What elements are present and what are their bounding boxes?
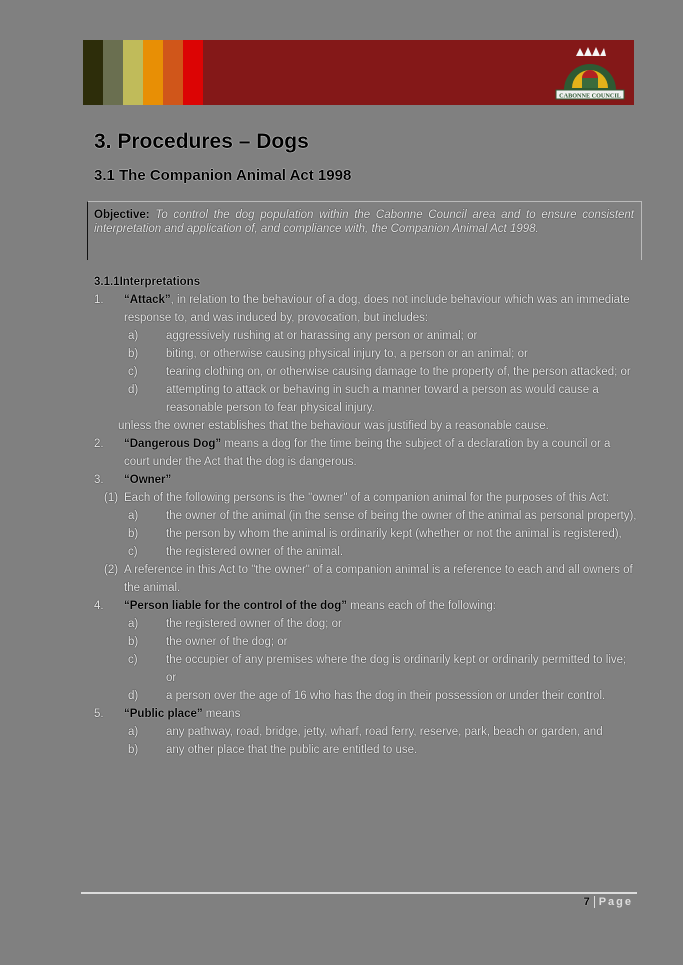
sub-marker: b) bbox=[128, 636, 139, 648]
sub-item bbox=[94, 543, 639, 561]
header-banner bbox=[83, 40, 634, 105]
definition-text: , in relation to the behaviour of a dog, does not include behaviour which was an immediate response to, and was induced by, provocation, but includes: bbox=[124, 294, 630, 324]
sub-text: the registered owner of the animal. bbox=[166, 546, 344, 558]
item-number: 1. bbox=[94, 294, 104, 306]
objective-label: Objective: bbox=[94, 209, 150, 221]
paragraph-text: A reference in this Act to "the owner" of a companion animal is a reference to each and all owners of the animal. bbox=[124, 564, 633, 594]
sub-item bbox=[94, 381, 639, 417]
sub-marker: d) bbox=[128, 384, 139, 396]
sub-text: the person by whom the animal is ordinarily kept (whether or not the animal is registered), bbox=[166, 528, 622, 540]
subsection-heading: 3.1.1Interpretations bbox=[94, 276, 201, 288]
sub-item bbox=[94, 651, 639, 687]
defined-term: “Attack” bbox=[124, 294, 171, 306]
sub-text: a person over the age of 16 who has the dog in their possession or under their control. bbox=[166, 690, 606, 702]
sub-text: aggressively rushing at or harassing any person or animal; or bbox=[166, 330, 478, 342]
defined-term: “Dangerous Dog” bbox=[124, 438, 222, 450]
defined-term: “Public place” bbox=[124, 708, 203, 720]
sub-text: tearing clothing on, or otherwise causing damage to the property of, the person attacked; or bbox=[166, 366, 631, 378]
sub-item bbox=[94, 741, 639, 759]
definition-item bbox=[94, 705, 639, 723]
definition-text: means each of the following: bbox=[346, 600, 496, 612]
color-swatch-4 bbox=[143, 40, 163, 105]
sub-marker: c) bbox=[128, 654, 138, 666]
page-number bbox=[584, 896, 633, 908]
section-heading: 3.1 The Companion Animal Act 1998 bbox=[94, 167, 352, 184]
sub-item bbox=[94, 633, 639, 651]
sub-marker: c) bbox=[128, 546, 138, 558]
page-number-value: 7 bbox=[583, 896, 590, 908]
defined-term: “Owner” bbox=[124, 474, 172, 486]
sub-text: any other place that the public are entitled to use. bbox=[166, 744, 418, 756]
item-number: 3. bbox=[94, 474, 104, 486]
sub-marker: a) bbox=[128, 618, 139, 630]
color-swatch-5 bbox=[163, 40, 183, 105]
paragraph-text: Each of the following persons is the "owner" of a companion animal for the purposes of this Act: bbox=[124, 492, 610, 504]
interpretations-list bbox=[94, 273, 639, 759]
svg-text:CABONNE COUNCIL: CABONNE COUNCIL bbox=[559, 92, 621, 100]
paragraph-marker: (2) bbox=[104, 564, 119, 576]
item-number: 2. bbox=[94, 438, 104, 450]
sub-marker: a) bbox=[128, 330, 139, 342]
sub-item bbox=[94, 363, 639, 381]
sub-item bbox=[94, 615, 639, 633]
color-swatch-6 bbox=[183, 40, 203, 105]
cabonne-council-logo-icon bbox=[554, 44, 626, 102]
paragraph-1 bbox=[94, 489, 639, 507]
sub-item bbox=[94, 507, 639, 525]
definition-item bbox=[94, 291, 639, 327]
paragraph-marker: (1) bbox=[104, 492, 119, 504]
definition-item bbox=[94, 597, 639, 615]
page-title: 3. Procedures – Dogs bbox=[94, 130, 309, 153]
sub-marker: a) bbox=[128, 510, 139, 522]
sub-marker: d) bbox=[128, 690, 139, 702]
sub-text: any pathway, road, bridge, jetty, wharf, road ferry, reserve, park, beach or garden, and bbox=[166, 726, 603, 738]
sub-marker: b) bbox=[128, 744, 139, 756]
definition-item bbox=[94, 471, 639, 489]
sub-item bbox=[94, 525, 639, 543]
unless-clause: unless the owner establishes that the behaviour was justified by a reasonable cause. bbox=[118, 420, 549, 432]
sub-marker: c) bbox=[128, 366, 138, 378]
page-separator bbox=[594, 896, 595, 908]
sub-marker: a) bbox=[128, 726, 139, 738]
definition-text: means bbox=[202, 708, 241, 720]
definition-text: means a dog for the time being the subject of a declaration by a council or a court under the Act that the dog is dangerous. bbox=[124, 438, 611, 468]
sub-marker: b) bbox=[128, 528, 139, 540]
paragraph-2 bbox=[94, 561, 639, 597]
color-swatch-1 bbox=[83, 40, 103, 105]
sub-text: biting, or otherwise causing physical injury to, a person or an animal; or bbox=[166, 348, 528, 360]
sub-text: the registered owner of the dog; or bbox=[166, 618, 342, 630]
color-swatch-2 bbox=[103, 40, 123, 105]
sub-item bbox=[94, 687, 639, 705]
page-label: Page bbox=[598, 896, 633, 908]
sub-item bbox=[94, 345, 639, 363]
sub-text: the owner of the animal (in the sense of being the owner of the animal as personal property), bbox=[166, 510, 637, 522]
item-number: 5. bbox=[94, 708, 104, 720]
objective-box bbox=[87, 201, 642, 260]
sub-item bbox=[94, 327, 639, 345]
sub-text: the occupier of any premises where the dog is ordinarily kept or ordinarily permitted to live; or bbox=[166, 654, 627, 684]
sub-text: attempting to attack or behaving in such a manner toward a person as would cause a reasonable person to fear physical injury. bbox=[166, 384, 599, 414]
defined-term: “Person liable for the control of the dog” bbox=[124, 600, 347, 612]
sub-item bbox=[94, 723, 639, 741]
item-number: 4. bbox=[94, 600, 104, 612]
definition-item bbox=[94, 435, 639, 471]
sub-text: the owner of the dog; or bbox=[166, 636, 288, 648]
sub-marker: b) bbox=[128, 348, 139, 360]
objective-text: To control the dog population within the Cabonne Council area and to ensure consistent interpretation and application of, and compliance with, the Companion Animal Act 1998. bbox=[94, 209, 634, 235]
footer-divider bbox=[81, 892, 637, 894]
color-swatch-3 bbox=[123, 40, 143, 105]
